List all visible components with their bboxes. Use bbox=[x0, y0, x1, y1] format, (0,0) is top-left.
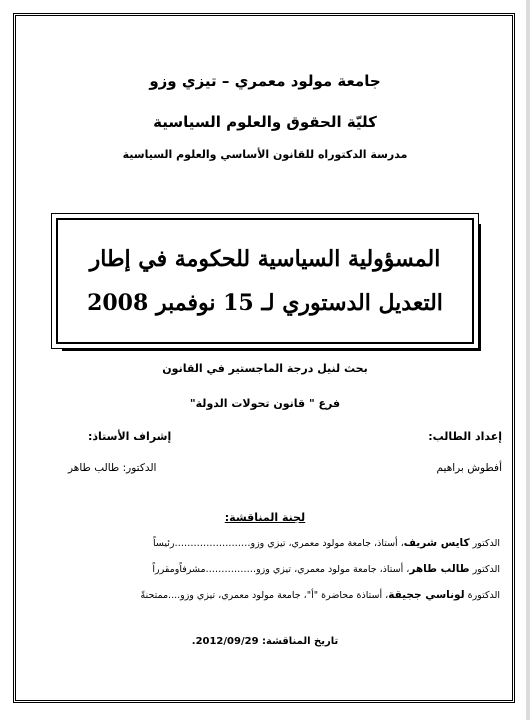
jury-member-details: ، أستاذ، جامعة مولود معمري، تيزي وزو…………….مشرفاًومقرراً bbox=[152, 564, 410, 575]
jury-member bbox=[153, 537, 500, 549]
thesis-title-line-1: المسؤولية السياسية للحكومة في إطار bbox=[89, 246, 441, 272]
supervisor-label: إشراف الأستاذ: bbox=[88, 430, 172, 443]
thesis-title-line-2: التعديل الدستوري لـ 15 نوفمبر 2008 bbox=[87, 290, 443, 316]
jury-member-title: الدكتورة bbox=[467, 590, 500, 601]
jury-member-name: كايس شريف bbox=[403, 537, 470, 549]
branch-statement: فرع " قانون تحولات الدولة" bbox=[189, 397, 341, 410]
jury-member-details: ، أستاذة محاضرة "أ"، جامعة مولود معمري، تيزي وزو....ممتحنةً bbox=[140, 590, 389, 601]
jury-member bbox=[141, 589, 500, 601]
degree-statement: بحث لنيل درجة الماجستير في القانون bbox=[162, 362, 368, 375]
jury-member bbox=[152, 563, 500, 575]
jury-member-title: الدكتور bbox=[472, 538, 500, 549]
doctoral-school: مدرسة الدكتوراه للقانون الأساسي والعلوم السياسية bbox=[122, 148, 408, 161]
jury-member-details: ، أستاذ، جامعة مولود معمري، تيزي وزو……………………رئيساً bbox=[153, 538, 404, 549]
jury-member-title: الدكتور bbox=[472, 564, 500, 575]
university-name: جامعة مولود معمري – تيزي وزو bbox=[149, 72, 381, 90]
defense-date: تاريخ المناقشة: 2012/09/29. bbox=[191, 636, 339, 647]
supervisor-name: الدكتور: طالب طاهر bbox=[68, 462, 157, 474]
jury-member-name: لوناسي ججيقة bbox=[388, 589, 465, 601]
side-strip bbox=[526, 0, 530, 720]
prepared-by-label: إعداد الطالب: bbox=[428, 430, 502, 443]
jury-heading: لجنة المناقشة: bbox=[224, 511, 306, 524]
title-frame bbox=[56, 218, 474, 344]
student-name: أفطوش براهيم bbox=[436, 462, 502, 474]
faculty-name: كليّة الحقوق والعلوم السياسية bbox=[153, 113, 377, 131]
jury-member-name: طالب طاهر bbox=[409, 563, 470, 575]
